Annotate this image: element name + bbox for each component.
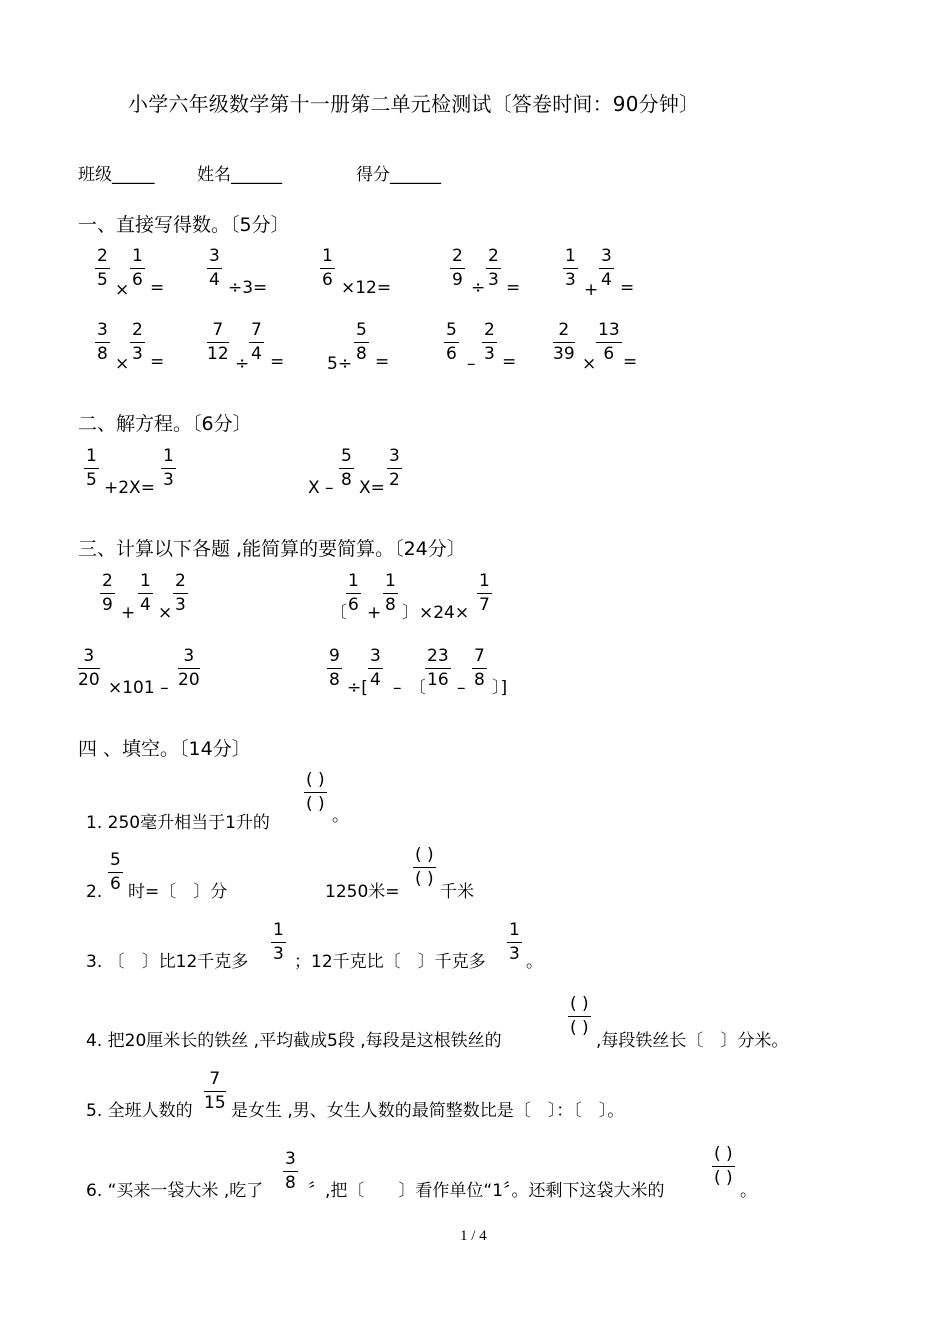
operator: – [393,678,402,698]
section-4-heading: 四 、填空。〔14分〕 [78,738,251,760]
fill-q6-text-b: 〞,把〔 〕看作单位“1〞。还剩下这袋大米的 [308,1181,665,1201]
fraction: 3 4 [601,246,612,290]
fraction-blank: ( ) ( ) [714,1144,733,1188]
fraction: 5 6 [110,850,121,894]
fraction: 2 3 [132,320,143,364]
fill-q2-unit: 千米 [440,882,474,902]
operator: – [457,678,466,698]
fraction: 2 5 [97,246,108,290]
operator: = [150,352,165,372]
fraction: 2 39 [553,320,575,364]
page-number: 1 / 4 [460,1228,487,1244]
name-field: 姓名______ [197,165,282,185]
operator: × [158,603,173,623]
fill-q6-text: 6. “买来一袋大米 ,吃了 [86,1181,264,1201]
section-2-heading: 二、解方程。〔6分〕 [78,413,252,435]
fill-q5-text-b: 是女生 ,男、女生人数的最简整数比是〔 〕：〔 〕。 [231,1101,625,1121]
fraction: 7 12 [207,320,229,364]
operator: – [467,354,476,374]
fraction: 1 3 [273,920,284,964]
operator: × [582,354,597,374]
operator: = [506,278,521,298]
fill-q5-text: 5. 全班人数的 [86,1101,193,1121]
fraction: 3 4 [370,646,381,690]
fraction: 1 3 [509,920,520,964]
operator: = [150,278,165,298]
fraction: 1 5 [86,446,97,490]
fill-q1: 1. 250毫升相当于1升的 [86,813,270,833]
fill-q3-text-b: ；12千克比〔 〕千克多 [294,952,486,972]
fraction: 2 9 [102,571,113,615]
fraction: 1 3 [163,446,174,490]
operator: = [620,278,635,298]
page-title: 小学六年级数学第十一册第二单元检测试〔答卷时间：90分钟〕 [128,92,700,116]
fraction: 3 8 [97,320,108,364]
punct: 。 [332,806,349,826]
fraction: 1 6 [322,246,333,290]
fill-q2-text: 时=〔 〕分 [128,882,228,902]
fraction: 3 2 [389,446,400,490]
operator: × [115,280,130,300]
operator: ÷ [471,278,486,298]
fraction: 2 3 [175,571,186,615]
operator: = [623,352,638,372]
operator: X – [308,478,334,498]
fraction: 3 4 [209,246,220,290]
operator: + [584,280,599,300]
fraction: 5 8 [341,446,352,490]
fill-q3-text: 3. 〔 〕比12千克多 [86,952,249,972]
section-3-heading: 三、计算以下各题 ,能简算的要简算。〔24分〕 [78,538,466,560]
fraction: 1 6 [132,246,143,290]
operator: ×101 – [108,678,169,698]
fill-q2-number: 2. [86,882,103,902]
fraction: 7 4 [251,320,262,364]
fraction: 7 15 [204,1069,226,1113]
operator: ÷[ [347,678,368,698]
class-field: 班级_____ [78,165,155,185]
operator: ÷3= [228,278,268,298]
operator: ÷ [235,354,250,374]
score-field: 得分______ [356,165,441,185]
fraction: 3 20 [78,646,100,690]
operator: 5÷ [327,354,353,374]
operator: 〕×24× [402,603,470,623]
fill-q4-text-b: ,每段铁丝长〔 〕分米。 [596,1031,789,1051]
fraction: 9 8 [329,646,340,690]
fraction: 5 6 [446,320,457,364]
fraction: 3 20 [178,646,200,690]
fraction-blank: ( ) ( ) [570,994,589,1038]
operator: = [375,352,390,372]
operator: ×12= [341,278,392,298]
fraction-blank: ( ) ( ) [415,845,434,889]
operator: 〔 [409,678,426,698]
operator: +2X= [104,478,155,498]
section-1-heading: 一、直接写得数。〔5分〕 [78,214,290,236]
fraction: 1 3 [565,246,576,290]
fraction: 23 16 [427,646,449,690]
fraction: 1 4 [140,571,151,615]
fraction: 2 3 [488,246,499,290]
operator: = [502,352,517,372]
operator: 〕] [492,678,508,698]
operator: + [367,603,382,623]
operator: + [121,603,136,623]
fraction: 13 6 [598,320,620,364]
fraction: 1 7 [479,571,490,615]
fill-q2-text-b: 1250米= [325,882,400,902]
operator: = [270,352,285,372]
operator: X= [359,478,385,498]
fraction: 2 9 [452,246,463,290]
fraction: 5 8 [356,320,367,364]
punct: 。 [526,952,543,972]
operator: 〔 [330,603,347,623]
fraction: 2 3 [484,320,495,364]
punct: 。 [740,1181,757,1201]
fraction: 1 6 [348,571,359,615]
fraction: 7 8 [474,646,485,690]
fill-q4-text: 4. 把20厘米长的铁丝 ,平均截成5段 ,每段是这根铁丝的 [86,1031,502,1051]
operator: × [115,354,130,374]
fraction: 1 8 [385,571,396,615]
fraction: 3 8 [285,1149,296,1193]
fraction-blank: ( ) ( ) [306,770,325,814]
